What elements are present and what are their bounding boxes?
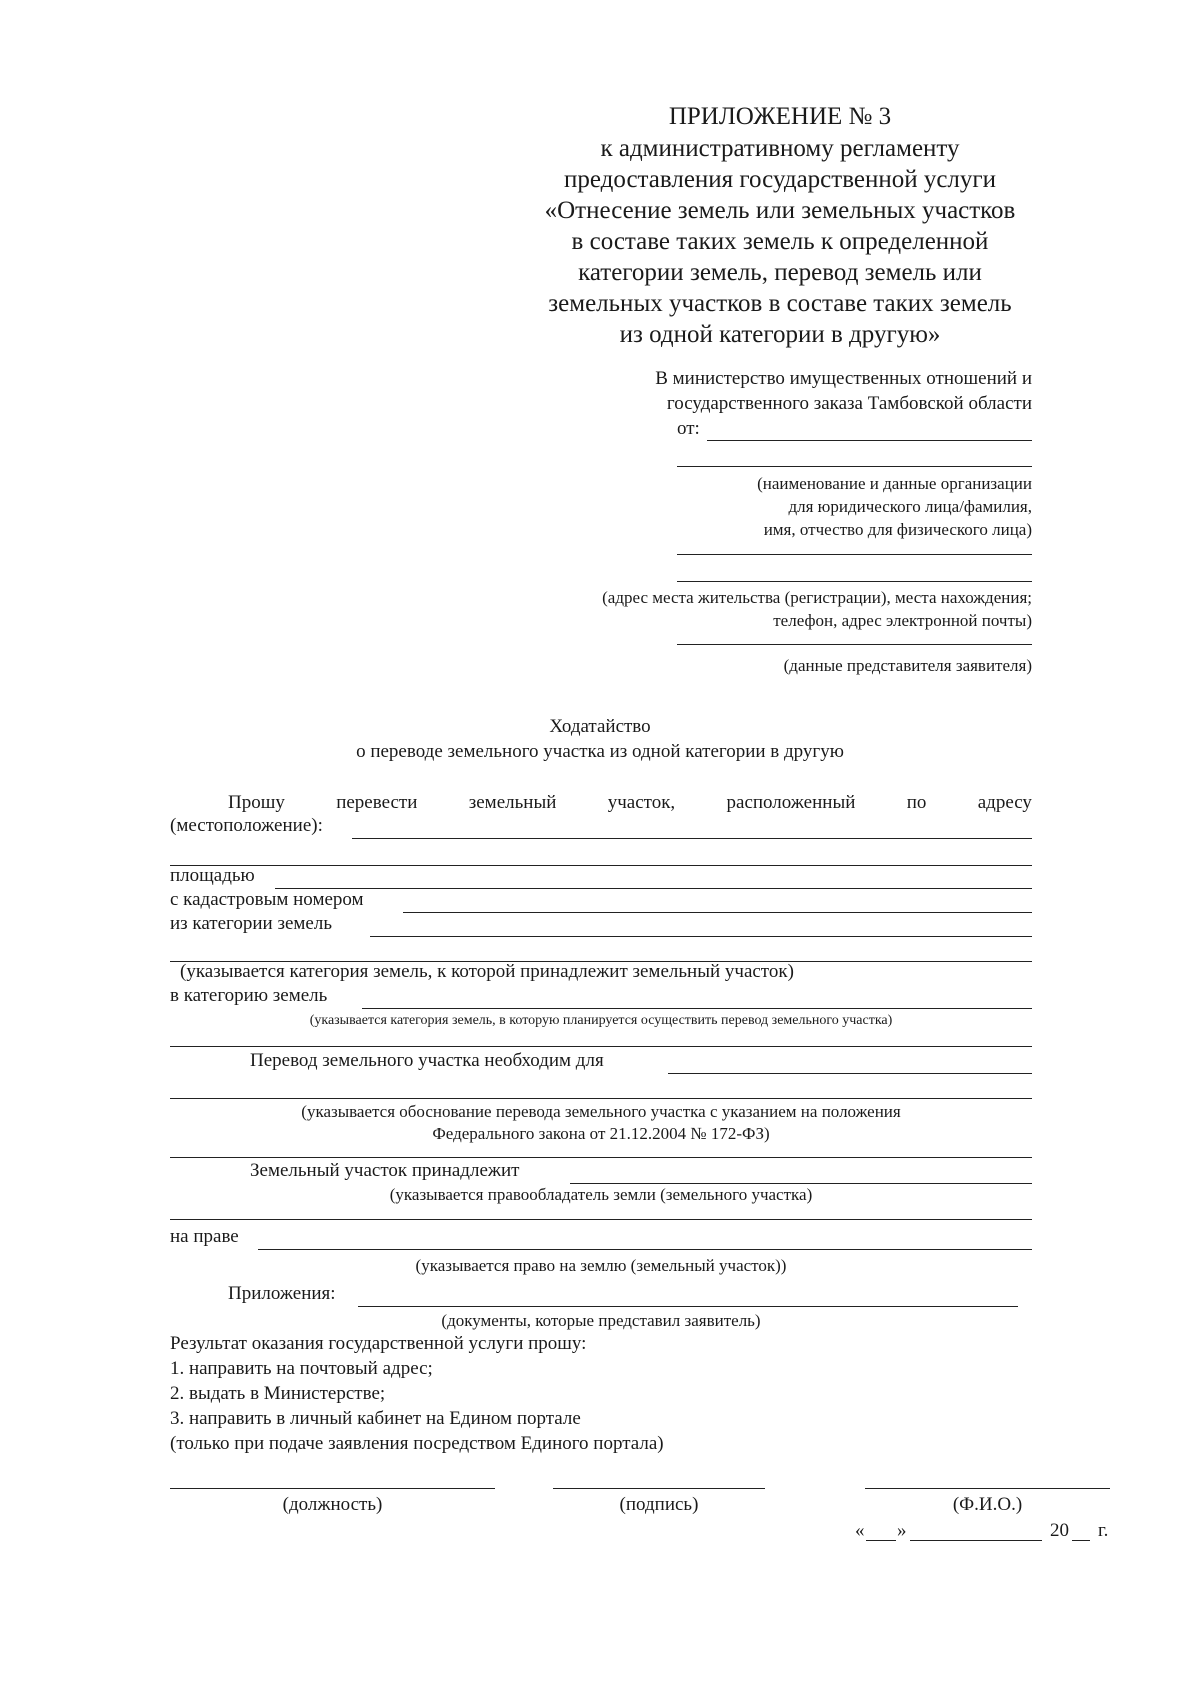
owner-field[interactable]: [570, 1183, 1032, 1184]
result-option-mail: 1. направить на почтовый адрес;: [170, 1358, 433, 1379]
address-note-1: (адрес места жительства (регистрации), места нахождения;: [602, 588, 1032, 607]
name-label: (Ф.И.О.): [952, 1494, 1023, 1515]
petition-subtitle: о переводе земельного участка из одной категории в другую: [356, 741, 844, 762]
right-note: (указывается право на землю (земельный участок)): [415, 1256, 787, 1275]
owner-label: Земельный участок принадлежит: [250, 1160, 520, 1181]
attachments-field[interactable]: [358, 1306, 1018, 1307]
owner-note: (указывается правообладатель земли (земельного участка): [389, 1185, 813, 1204]
result-footnote: (только при подаче заявления посредством Единого портала): [170, 1433, 664, 1454]
location-field-line-2[interactable]: [170, 865, 1032, 866]
request-word: участок,: [607, 792, 676, 813]
owner-field-line-2[interactable]: [170, 1219, 1032, 1220]
to-category-label: в категорию земель: [170, 985, 328, 1006]
representative-field[interactable]: [677, 644, 1032, 645]
signature-label: (подпись): [619, 1494, 699, 1515]
request-word: Прошу: [228, 792, 285, 813]
to-category-field-line-2[interactable]: [170, 1046, 1032, 1047]
date-open-quote: «: [855, 1520, 865, 1541]
request-word: расположенный: [726, 792, 856, 813]
from-category-note: (указывается категория земель, к которой принадлежит земельный участок): [180, 961, 794, 982]
date-day-field[interactable]: [866, 1540, 896, 1541]
from-field-line-2[interactable]: [677, 466, 1032, 467]
purpose-field-line-3[interactable]: [170, 1157, 1032, 1158]
appendix-line-6: земельных участков в составе таких земель: [548, 290, 1012, 317]
right-label: на праве: [170, 1226, 239, 1247]
appendix-title: ПРИЛОЖЕНИЕ № 3: [668, 103, 892, 130]
appendix-line-7: из одной категории в другую»: [619, 321, 941, 348]
date-year-suffix: г.: [1098, 1520, 1109, 1541]
purpose-field[interactable]: [668, 1073, 1032, 1074]
result-option-ministry: 2. выдать в Министерстве;: [170, 1383, 386, 1404]
signature-field[interactable]: [553, 1488, 765, 1489]
from-category-label: из категории земель: [170, 913, 332, 934]
date-year-field[interactable]: [1072, 1540, 1090, 1541]
location-field[interactable]: [352, 838, 1032, 839]
cadastral-label: с кадастровым номером: [170, 889, 364, 910]
attachments-note: (документы, которые представил заявитель): [441, 1311, 761, 1330]
area-field[interactable]: [275, 888, 1032, 889]
request-word: перевести: [336, 792, 418, 813]
date-month-field[interactable]: [910, 1540, 1042, 1541]
purpose-field-line-2[interactable]: [170, 1098, 1032, 1099]
location-label: (местоположение):: [170, 815, 323, 836]
applicant-note-3: имя, отчество для физического лица): [763, 520, 1032, 539]
to-category-field[interactable]: [362, 1008, 1032, 1009]
from-field[interactable]: [707, 440, 1032, 441]
addressee-line-2: государственного заказа Тамбовской области: [666, 393, 1032, 414]
appendix-line-5: категории земель, перевод земель или: [578, 259, 982, 286]
area-label: площадью: [170, 865, 255, 886]
position-field[interactable]: [170, 1488, 495, 1489]
right-field[interactable]: [258, 1249, 1032, 1250]
from-label: от:: [677, 418, 700, 439]
appendix-line-3: «Отнесение земель или земельных участков: [544, 197, 1016, 224]
to-category-note: (указывается категория земель, в которую планируется осуществить перевод земельного участка): [309, 1013, 893, 1028]
appendix-line-4: в составе таких земель к определенной: [571, 228, 989, 255]
purpose-label: Перевод земельного участка необходим для: [250, 1050, 604, 1071]
cadastral-number-field[interactable]: [403, 912, 1032, 913]
date-year-prefix: 20: [1050, 1520, 1069, 1541]
address-note-2: телефон, адрес электронной почты): [773, 611, 1032, 630]
request-intro: [228, 792, 1032, 814]
result-heading: Результат оказания государственной услуги прошу:: [170, 1333, 587, 1354]
date-close-quote: »: [897, 1520, 907, 1541]
request-word: адресу: [977, 792, 1032, 813]
address-field-line-2[interactable]: [677, 581, 1032, 582]
purpose-note-2: Федерального закона от 21.12.2004 № 172-ФЗ): [432, 1124, 770, 1143]
purpose-note-1: (указывается обоснование перевода земельного участка с указанием на положения: [301, 1102, 901, 1121]
request-word: земельный: [468, 792, 557, 813]
attachments-label: Приложения:: [228, 1283, 336, 1304]
applicant-note-1: (наименование и данные организации: [757, 474, 1032, 493]
appendix-line-2: предоставления государственной услуги: [563, 166, 997, 193]
from-category-field[interactable]: [370, 936, 1032, 937]
petition-title: Ходатайство: [549, 716, 651, 737]
request-word: по: [906, 792, 927, 813]
position-label: (должность): [282, 1494, 383, 1515]
applicant-note-2: для юридического лица/фамилия,: [788, 497, 1032, 516]
representative-note: (данные представителя заявителя): [783, 656, 1032, 675]
address-field-line-1[interactable]: [677, 554, 1032, 555]
addressee-line-1: В министерство имущественных отношений и: [655, 368, 1032, 389]
result-option-portal: 3. направить в личный кабинет на Едином портале: [170, 1408, 581, 1429]
name-field[interactable]: [865, 1488, 1110, 1489]
appendix-line-1: к административному регламенту: [600, 135, 960, 162]
